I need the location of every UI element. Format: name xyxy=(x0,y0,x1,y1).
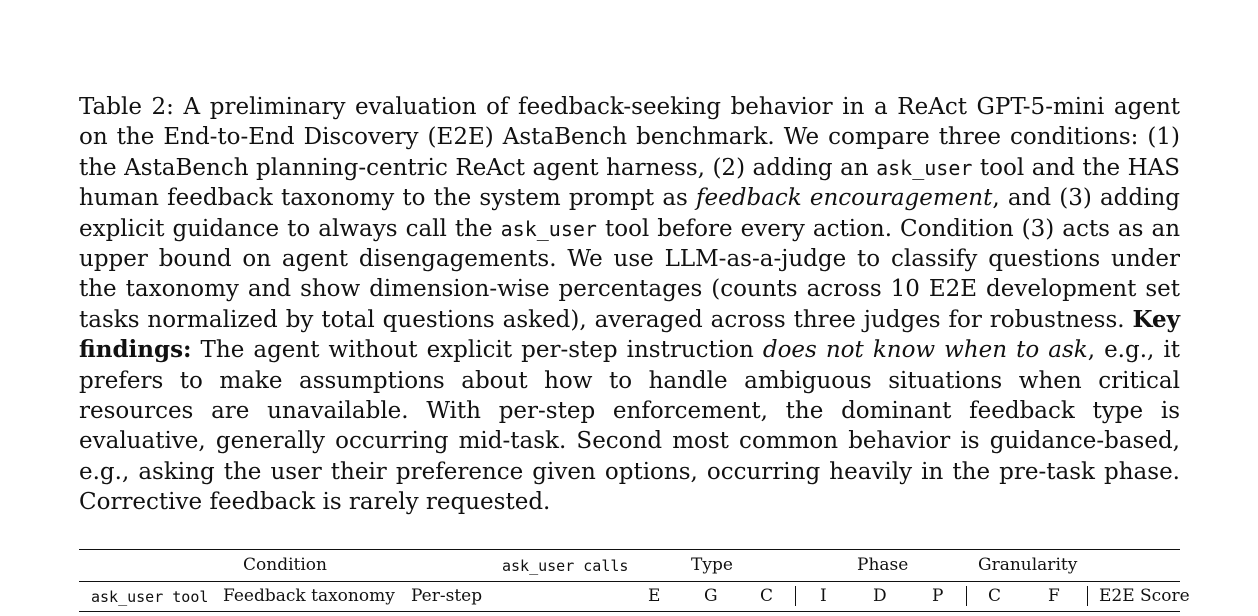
caption-text-6: , e.g., it prefers to make assumptions about how to handle ambiguous situations when critical resources are unavailable. With per-step enforcement, the dominant feedback type is evaluative, generally occurring mid-task. Second most common behavior is guidance-based, e.g., asking the user their preference given options, occurring heavily in the pre-task phase. Corrective feedback is rarely requested. xyxy=(79,337,1180,516)
caption-text-2: tool and the HAS human feedback taxonomy to the system prompt as xyxy=(79,154,1181,212)
col-type-c: C xyxy=(760,586,774,606)
header-phase: Phase xyxy=(857,555,909,575)
col-type-e: E xyxy=(648,586,661,606)
col-granularity-c: C xyxy=(988,586,1002,606)
caption-text-5: The agent without explicit per-step instruction xyxy=(191,337,763,364)
caption-text-3: , and (3) adding explicit guidance to always call the xyxy=(79,185,1181,242)
caption-text-1: Table 2: A preliminary evaluation of feedback-seeking behavior in a ReAct GPT-5-mini agent on the End-to-End Discovery (E2E) AstaBench benchmark. We compare three conditions: (1) the AstaBench planning-centric ReAct agent harness, (2) adding an xyxy=(79,94,1180,181)
col-phase-p: P xyxy=(932,586,944,606)
col-phase-i: I xyxy=(820,586,827,606)
col-ask-user-tool: ask_user tool xyxy=(91,588,209,606)
caption-text-4: tool before every action. Condition (3) acts as an upper bound on agent disengagements. We use LLM-as-a-judge to classify questions under the taxonomy and show dimension-wise percentages (counts across 10 E2E development set tasks normalized by total questions asked), averaged across three judges for robustness. xyxy=(79,215,1181,333)
header-granularity: Granularity xyxy=(978,555,1078,575)
ask-user-code: ask_user xyxy=(500,216,597,241)
caption-emphasis-1: feedback encouragement xyxy=(696,185,993,212)
col-phase-d: D xyxy=(873,586,887,606)
caption-emphasis-2: does not know when to ask xyxy=(762,337,1088,364)
table-column-rule xyxy=(79,611,1180,612)
column-divider xyxy=(1087,586,1088,606)
header-condition: Condition xyxy=(243,555,327,575)
col-e2e-score: E2E Score xyxy=(1099,586,1190,606)
col-per-step: Per-step xyxy=(411,586,483,606)
table-top-rule xyxy=(79,549,1180,550)
column-divider xyxy=(795,586,796,606)
column-divider xyxy=(966,586,967,606)
header-ask-user-calls: ask_user calls xyxy=(502,557,629,575)
col-type-g: G xyxy=(704,586,718,606)
key-findings-label: Key findings: xyxy=(79,305,1180,364)
table-header-rule xyxy=(79,581,1180,582)
header-type: Type xyxy=(691,555,733,575)
col-feedback-taxonomy: Feedback taxonomy xyxy=(223,586,395,606)
ask-user-code: ask_user xyxy=(876,155,973,180)
table-caption xyxy=(79,92,1180,518)
col-granularity-f: F xyxy=(1048,586,1060,606)
